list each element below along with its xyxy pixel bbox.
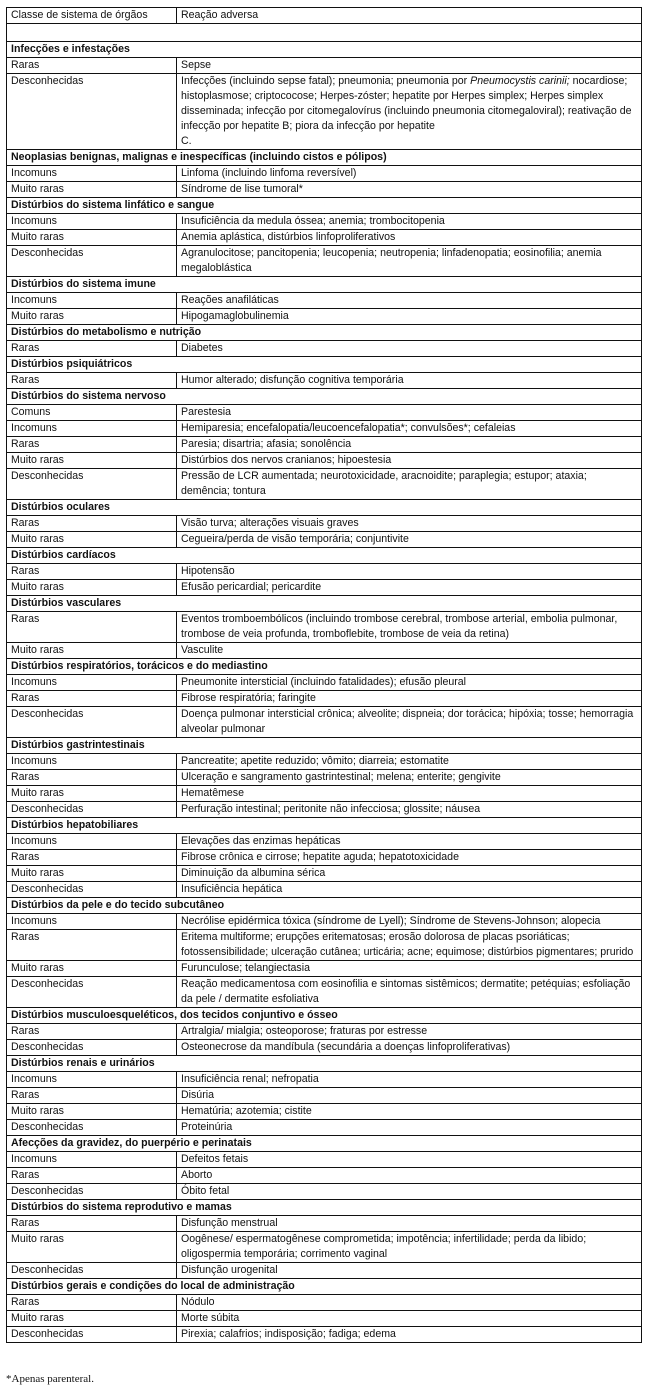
table-row <box>7 643 642 659</box>
frequency-cell: Desconhecidas <box>7 1327 177 1343</box>
table-row <box>7 564 642 580</box>
section-title: Distúrbios da pele e do tecido subcutâneo <box>7 898 642 914</box>
reaction-cell: Insuficiência renal; nefropatia <box>177 1072 642 1088</box>
reaction-cell: Nódulo <box>177 1295 642 1311</box>
frequency-cell: Desconhecidas <box>7 977 177 1008</box>
table-row <box>7 74 642 150</box>
section-header-row <box>7 198 642 214</box>
section-title: Distúrbios vasculares <box>7 596 642 612</box>
table-row <box>7 802 642 818</box>
section-header-row <box>7 898 642 914</box>
table-row <box>7 1072 642 1088</box>
table-row <box>7 754 642 770</box>
frequency-cell: Desconhecidas <box>7 1120 177 1136</box>
section-title: Distúrbios do sistema nervoso <box>7 389 642 405</box>
table-row <box>7 914 642 930</box>
section-header-row <box>7 548 642 564</box>
reaction-cell: Reações anafiláticas <box>177 293 642 309</box>
table-row <box>7 309 642 325</box>
section-header-row <box>7 325 642 341</box>
frequency-cell: Desconhecidas <box>7 469 177 500</box>
section-header-row <box>7 1279 642 1295</box>
frequency-cell: Incomuns <box>7 675 177 691</box>
reaction-cell: Hemiparesia; encefalopatia/leucoencefalopatia*; convulsões*; cefaleias <box>177 421 642 437</box>
frequency-cell: Raras <box>7 373 177 389</box>
reaction-cell: Insuficiência da medula óssea; anemia; trombocitopenia <box>177 214 642 230</box>
table-row <box>7 437 642 453</box>
table-row <box>7 516 642 532</box>
header-adverse-reaction: Reação adversa <box>177 8 642 24</box>
reaction-cell: Reação medicamentosa com eosinofilia e sintomas sistêmicos; dermatite; petéquias; esfoliação da pele / dermatite esfoliativa <box>177 977 642 1008</box>
frequency-cell: Raras <box>7 341 177 357</box>
table-row <box>7 930 642 961</box>
table-row <box>7 850 642 866</box>
frequency-cell: Muito raras <box>7 1311 177 1327</box>
section-title: Distúrbios renais e urinários <box>7 1056 642 1072</box>
table-row <box>7 612 642 643</box>
empty-cell <box>7 24 642 42</box>
reaction-cell: Furunculose; telangiectasia <box>177 961 642 977</box>
table-row <box>7 293 642 309</box>
frequency-cell: Muito raras <box>7 961 177 977</box>
frequency-cell: Raras <box>7 1024 177 1040</box>
frequency-cell: Incomuns <box>7 834 177 850</box>
section-header-row <box>7 42 642 58</box>
frequency-cell: Raras <box>7 1295 177 1311</box>
section-header-row <box>7 1008 642 1024</box>
frequency-cell: Incomuns <box>7 293 177 309</box>
frequency-cell: Muito raras <box>7 230 177 246</box>
footnote: *Apenas parenteral. <box>6 1373 94 1385</box>
frequency-cell: Muito raras <box>7 532 177 548</box>
reaction-italic-text: Pneumocystis carinii; <box>470 75 570 87</box>
section-header-row <box>7 596 642 612</box>
frequency-cell: Incomuns <box>7 754 177 770</box>
frequency-cell: Desconhecidas <box>7 246 177 277</box>
frequency-cell: Desconhecidas <box>7 802 177 818</box>
frequency-cell: Raras <box>7 1216 177 1232</box>
frequency-cell: Incomuns <box>7 214 177 230</box>
table-row <box>7 1184 642 1200</box>
table-row <box>7 770 642 786</box>
frequency-cell: Incomuns <box>7 166 177 182</box>
table-row <box>7 1216 642 1232</box>
reaction-cell: Perfuração intestinal; peritonite não infecciosa; glossite; náusea <box>177 802 642 818</box>
frequency-cell: Muito raras <box>7 182 177 198</box>
section-header-row <box>7 659 642 675</box>
reaction-cell: Visão turva; alterações visuais graves <box>177 516 642 532</box>
table-header-row <box>7 8 642 24</box>
reaction-cell: Pirexia; calafrios; indisposição; fadiga; edema <box>177 1327 642 1343</box>
frequency-cell: Raras <box>7 930 177 961</box>
table-row <box>7 373 642 389</box>
reaction-cell: Hematêmese <box>177 786 642 802</box>
reaction-cell: Proteinúria <box>177 1120 642 1136</box>
frequency-cell: Raras <box>7 770 177 786</box>
reaction-cell: Fibrose crônica e cirrose; hepatite aguda; hepatotoxicidade <box>177 850 642 866</box>
section-header-row <box>7 500 642 516</box>
frequency-cell: Raras <box>7 437 177 453</box>
section-header-row <box>7 389 642 405</box>
reaction-text: C. <box>181 135 192 147</box>
section-title: Distúrbios do metabolismo e nutrição <box>7 325 642 341</box>
frequency-cell: Incomuns <box>7 1152 177 1168</box>
frequency-cell: Raras <box>7 850 177 866</box>
frequency-cell: Raras <box>7 58 177 74</box>
section-title: Distúrbios oculares <box>7 500 642 516</box>
reaction-cell: Diabetes <box>177 341 642 357</box>
table-row <box>7 421 642 437</box>
reaction-cell: Vasculite <box>177 643 642 659</box>
reaction-cell: Pneumonite intersticial (incluindo fatalidades); efusão pleural <box>177 675 642 691</box>
section-title: Afecções da gravidez, do puerpério e perinatais <box>7 1136 642 1152</box>
frequency-cell: Desconhecidas <box>7 882 177 898</box>
frequency-cell: Raras <box>7 691 177 707</box>
table-row <box>7 1327 642 1343</box>
section-header-row <box>7 818 642 834</box>
empty-row <box>7 24 642 42</box>
table-row <box>7 1104 642 1120</box>
frequency-cell: Muito raras <box>7 580 177 596</box>
reaction-cell: Hipogamaglobulinemia <box>177 309 642 325</box>
section-title: Infecções e infestações <box>7 42 642 58</box>
frequency-cell: Desconhecidas <box>7 1184 177 1200</box>
reaction-text: Infecções (incluindo sepse fatal); pneumonia; pneumonia por <box>181 75 471 87</box>
reaction-cell: Humor alterado; disfunção cognitiva temporária <box>177 373 642 389</box>
frequency-cell: Desconhecidas <box>7 74 177 150</box>
section-title: Distúrbios do sistema imune <box>7 277 642 293</box>
section-title: Distúrbios do sistema reprodutivo e mamas <box>7 1200 642 1216</box>
reaction-cell: Hipotensão <box>177 564 642 580</box>
section-header-row <box>7 150 642 166</box>
section-title: Distúrbios hepatobiliares <box>7 818 642 834</box>
adverse-reactions-table <box>6 7 642 1343</box>
header-organ-class: Classe de sistema de órgãos <box>7 8 177 24</box>
table-row <box>7 882 642 898</box>
reaction-cell: Síndrome de lise tumoral* <box>177 182 642 198</box>
frequency-cell: Incomuns <box>7 1072 177 1088</box>
table-row <box>7 675 642 691</box>
section-header-row <box>7 738 642 754</box>
reaction-cell: Sepse <box>177 58 642 74</box>
table-row <box>7 1088 642 1104</box>
table-row <box>7 786 642 802</box>
frequency-cell: Raras <box>7 516 177 532</box>
table-row <box>7 691 642 707</box>
frequency-cell: Muito raras <box>7 643 177 659</box>
table-row <box>7 1263 642 1279</box>
reaction-cell: Disúria <box>177 1088 642 1104</box>
frequency-cell: Raras <box>7 612 177 643</box>
reaction-text: nocardiose; histoplasmose; criptococose; Herpes-zóster; hepatite por Herpes simplex; Herpes simplex disseminada; infecção por citomegalovírus (incluindo pneumonia citomegaloviral); reativação de infecção por hepatite B; piora da infecção por hepatite <box>181 75 632 132</box>
section-title: Distúrbios psiquiátricos <box>7 357 642 373</box>
reaction-cell: Aborto <box>177 1168 642 1184</box>
reaction-cell: Necrólise epidérmica tóxica (síndrome de Lyell); Síndrome de Stevens-Johnson; alopecia <box>177 914 642 930</box>
frequency-cell: Raras <box>7 564 177 580</box>
section-header-row <box>7 357 642 373</box>
frequency-cell: Desconhecidas <box>7 707 177 738</box>
section-header-row <box>7 277 642 293</box>
section-title: Distúrbios cardíacos <box>7 548 642 564</box>
table-row <box>7 1120 642 1136</box>
section-header-row <box>7 1056 642 1072</box>
reaction-cell: Linfoma (incluindo linfoma reversível) <box>177 166 642 182</box>
reaction-cell: Parestesia <box>177 405 642 421</box>
reaction-cell: Defeitos fetais <box>177 1152 642 1168</box>
table-row <box>7 866 642 882</box>
reaction-cell: Cegueira/perda de visão temporária; conjuntivite <box>177 532 642 548</box>
reaction-cell: Paresia; disartria; afasia; sonolência <box>177 437 642 453</box>
reaction-cell: Pancreatite; apetite reduzido; vômito; diarreia; estomatite <box>177 754 642 770</box>
table-row <box>7 469 642 500</box>
table-row <box>7 1232 642 1263</box>
table-row <box>7 707 642 738</box>
table-row <box>7 58 642 74</box>
reaction-cell: Morte súbita <box>177 1311 642 1327</box>
reaction-cell: Diminuição da albumina sérica <box>177 866 642 882</box>
table-row <box>7 1295 642 1311</box>
reaction-cell: Pressão de LCR aumentada; neurotoxicidade, aracnoidite; paraplegia; estupor; ataxia; demência; tontura <box>177 469 642 500</box>
reaction-cell: Hematúria; azotemia; cistite <box>177 1104 642 1120</box>
frequency-cell: Comuns <box>7 405 177 421</box>
frequency-cell: Muito raras <box>7 866 177 882</box>
table-row <box>7 961 642 977</box>
reaction-cell: Doença pulmonar intersticial crônica; alveolite; dispneia; dor torácica; hipóxia; tosse; hemorragia alveolar pulmonar <box>177 707 642 738</box>
table-row <box>7 1024 642 1040</box>
section-title: Distúrbios gerais e condições do local de administração <box>7 1279 642 1295</box>
table-row <box>7 453 642 469</box>
section-header-row <box>7 1200 642 1216</box>
frequency-cell: Muito raras <box>7 786 177 802</box>
table-row <box>7 1311 642 1327</box>
reaction-cell: Eventos tromboembólicos (incluindo trombose cerebral, trombose arterial, embolia pulmonar, trombose de veia profunda, tromboflebite, trombose de veia da retina) <box>177 612 642 643</box>
table-row <box>7 1040 642 1056</box>
reaction-cell: Oogênese/ espermatogênese comprometida; impotência; infertilidade; perda da libido; oligospermia temporária; corrimento vaginal <box>177 1232 642 1263</box>
reaction-cell: Óbito fetal <box>177 1184 642 1200</box>
table-row <box>7 1152 642 1168</box>
reaction-cell: Osteonecrose da mandíbula (secundária a doenças linfoproliferativas) <box>177 1040 642 1056</box>
table-row <box>7 246 642 277</box>
reaction-cell: Disfunção urogenital <box>177 1263 642 1279</box>
table-row <box>7 580 642 596</box>
frequency-cell: Desconhecidas <box>7 1040 177 1056</box>
section-header-row <box>7 1136 642 1152</box>
reaction-cell: Eritema multiforme; erupções eritematosas; erosão dolorosa de placas psoriáticas; fotossensibilidade; ulceração cutânea; urticária; acne; equimose; distúrbios pigmentares; prurido <box>177 930 642 961</box>
table-row <box>7 341 642 357</box>
frequency-cell: Desconhecidas <box>7 1263 177 1279</box>
reaction-cell: Artralgia/ mialgia; osteoporose; fraturas por estresse <box>177 1024 642 1040</box>
table-row <box>7 230 642 246</box>
reaction-cell: Efusão pericardial; pericardite <box>177 580 642 596</box>
frequency-cell: Muito raras <box>7 309 177 325</box>
section-title: Distúrbios musculoesqueléticos, dos tecidos conjuntivo e ósseo <box>7 1008 642 1024</box>
reaction-cell <box>177 74 642 150</box>
frequency-cell: Muito raras <box>7 453 177 469</box>
table-row <box>7 405 642 421</box>
frequency-cell: Incomuns <box>7 421 177 437</box>
table-row <box>7 1168 642 1184</box>
reaction-cell: Ulceração e sangramento gastrintestinal; melena; enterite; gengivite <box>177 770 642 786</box>
table-row <box>7 532 642 548</box>
table-row <box>7 977 642 1008</box>
reaction-cell: Fibrose respiratória; faringite <box>177 691 642 707</box>
reaction-cell: Anemia aplástica, distúrbios linfoproliferativos <box>177 230 642 246</box>
frequency-cell: Incomuns <box>7 914 177 930</box>
section-title: Distúrbios respiratórios, torácicos e do mediastino <box>7 659 642 675</box>
section-title: Neoplasias benignas, malignas e inespecíficas (incluindo cistos e pólipos) <box>7 150 642 166</box>
frequency-cell: Muito raras <box>7 1104 177 1120</box>
reaction-cell: Insuficiência hepática <box>177 882 642 898</box>
frequency-cell: Muito raras <box>7 1232 177 1263</box>
reaction-cell: Distúrbios dos nervos cranianos; hipoestesia <box>177 453 642 469</box>
section-title: Distúrbios gastrintestinais <box>7 738 642 754</box>
table-row <box>7 834 642 850</box>
frequency-cell: Raras <box>7 1088 177 1104</box>
section-title: Distúrbios do sistema linfático e sangue <box>7 198 642 214</box>
table-row <box>7 166 642 182</box>
table-row <box>7 214 642 230</box>
reaction-cell: Agranulocitose; pancitopenia; leucopenia; neutropenia; linfadenopatia; eosinofilia; anemia megaloblástica <box>177 246 642 277</box>
reaction-cell: Elevações das enzimas hepáticas <box>177 834 642 850</box>
reaction-cell: Disfunção menstrual <box>177 1216 642 1232</box>
table-row <box>7 182 642 198</box>
frequency-cell: Raras <box>7 1168 177 1184</box>
